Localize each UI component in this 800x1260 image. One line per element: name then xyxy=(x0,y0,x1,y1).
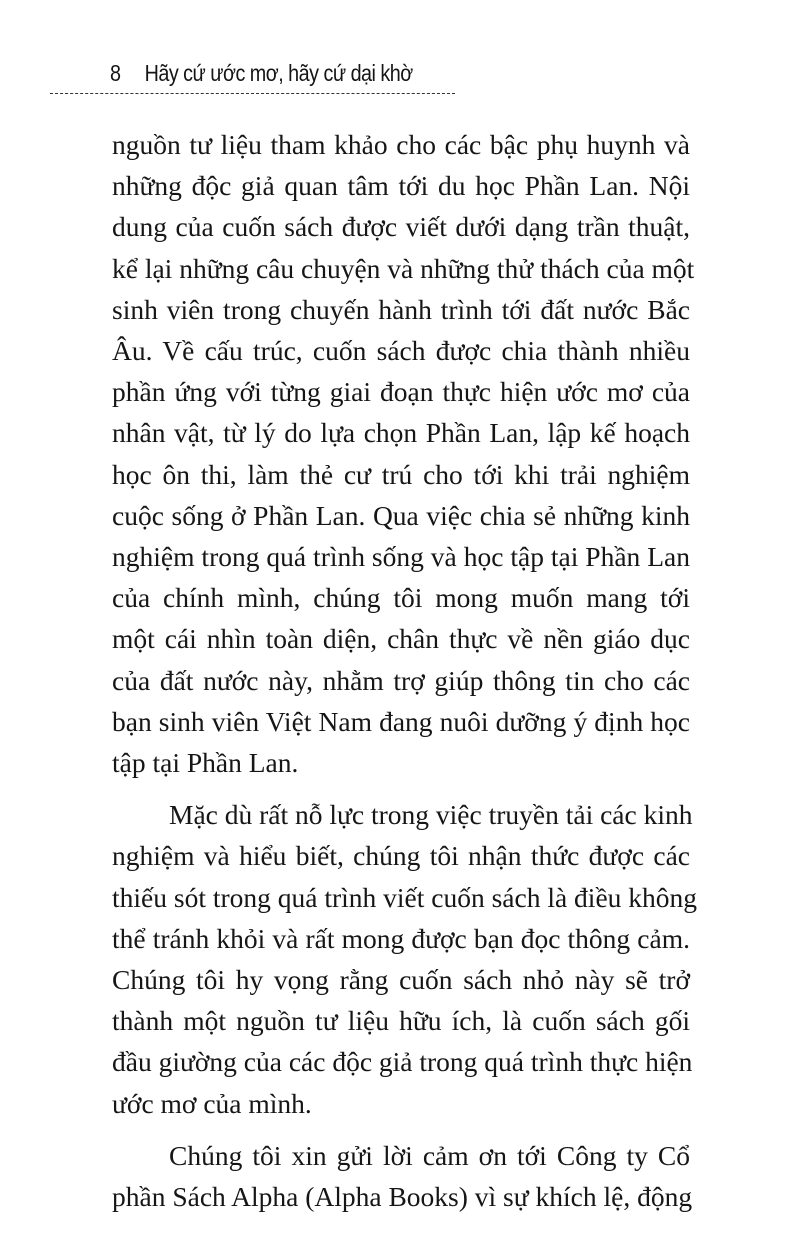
text-line: nghiệm trong quá trình sống và học tập tại Phần Lan xyxy=(112,541,690,573)
text-line: nghiệm và hiểu biết, chúng tôi nhận thức được các xyxy=(112,840,690,872)
text-line: nguồn tư liệu tham khảo cho các bậc phụ huynh và xyxy=(112,129,690,160)
text-line: những độc giả quan tâm tới du học Phần Lan. Nội xyxy=(112,170,690,202)
text-line: Mặc dù rất nỗ lực trong việc truyền tải các kinh xyxy=(169,799,693,831)
running-header xyxy=(50,60,455,96)
text-line: Chúng tôi hy vọng rằng cuốn sách nhỏ này sẽ trở xyxy=(112,964,690,996)
text-line: phần Sách Alpha (Alpha Books) vì sự khích lệ, động xyxy=(112,1181,693,1213)
text-line: của đất nước này, nhằm trợ giúp thông tin cho các xyxy=(112,664,690,696)
text-line: sinh viên trong chuyến hành trình tới đất nước Bắc xyxy=(112,293,690,325)
text-line: ước mơ của mình. xyxy=(112,1087,312,1119)
text-line: dung của cuốn sách được viết dưới dạng trần thuật, xyxy=(112,211,690,243)
header-row xyxy=(110,60,413,87)
paragraph-2 xyxy=(112,794,698,1124)
text-line: tập tại Phần Lan. xyxy=(112,747,299,779)
text-line: một cái nhìn toàn diện, chân thực về nền giáo dục xyxy=(112,623,690,655)
paragraph-gap xyxy=(112,1124,690,1135)
text-line: thiếu sót trong quá trình viết cuốn sách là điều không xyxy=(112,881,698,913)
paragraph-gap xyxy=(112,783,690,794)
text-line: thể tránh khỏi và rất mong được bạn đọc thông cảm. xyxy=(112,922,690,954)
header-dashed-rule xyxy=(50,93,455,94)
text-line: cuộc sống ở Phần Lan. Qua việc chia sẻ những kinh xyxy=(112,499,690,531)
text-line: của chính mình, chúng tôi mong muốn mang tới xyxy=(112,582,690,614)
text-line: bạn sinh viên Việt Nam đang nuôi dưỡng ý định học xyxy=(112,705,690,737)
text-line: kể lại những câu chuyện và những thử thách của một xyxy=(112,252,695,284)
text-line: học ôn thi, làm thẻ cư trú cho tới khi trải nghiệm xyxy=(112,458,690,490)
running-title: Hãy cứ ước mơ, hãy cứ dại khờ xyxy=(144,60,413,86)
text-line: thành một nguồn tư liệu hữu ích, là cuốn sách gối xyxy=(112,1005,690,1037)
text-line: phần ứng với từng giai đoạn thực hiện ước mơ của xyxy=(112,376,690,408)
text-line: Chúng tôi xin gửi lời cảm ơn tới Công ty Cổ xyxy=(169,1139,690,1171)
paragraph-1 xyxy=(112,124,695,783)
text-line: Âu. Về cấu trúc, cuốn sách được chia thành nhiều xyxy=(112,335,690,367)
page-number: 8 xyxy=(110,60,121,86)
body-text xyxy=(112,124,698,1217)
text-line: nhân vật, từ lý do lựa chọn Phần Lan, lập kế hoạch xyxy=(112,417,690,449)
paragraph-3 xyxy=(112,1135,693,1217)
text-line: đầu giường của các độc giả trong quá trình thực hiện xyxy=(112,1046,693,1078)
